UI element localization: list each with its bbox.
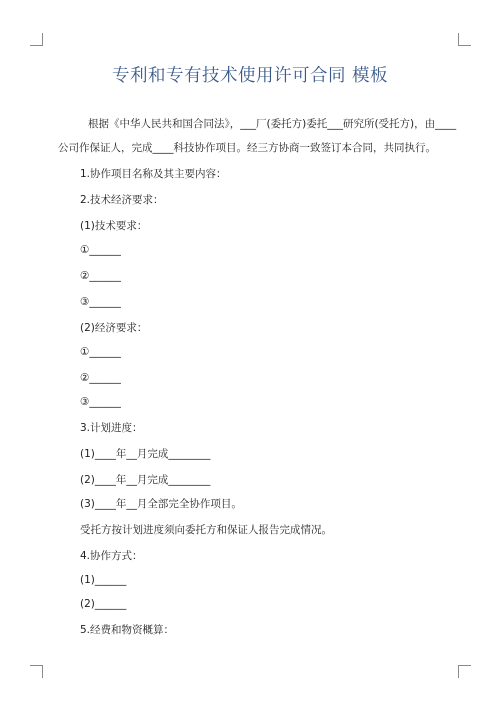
blank-item: ①______	[80, 346, 121, 358]
section-heading: 4.协作方式：	[80, 550, 143, 562]
crop-mark-bottom-left	[30, 665, 43, 678]
blank-item: ③______	[80, 396, 121, 408]
blank-item: (2)______	[80, 598, 127, 610]
blank-item: ②______	[80, 270, 121, 282]
schedule-item: (1)____年__月完成________	[80, 448, 211, 460]
document-title: 专利和专有技术使用许可合同 模板	[111, 66, 389, 86]
subsection-heading: (2)经济要求：	[80, 322, 148, 334]
section-heading: 5.经费和物资概算：	[80, 624, 175, 636]
section-heading: 3.计划进度：	[80, 422, 143, 434]
blank-item: (1)______	[80, 574, 127, 586]
blank-item: ③______	[80, 296, 121, 308]
blank-item: ①______	[80, 244, 121, 256]
section-heading: 1.协作项目名称及其主要内容：	[80, 168, 227, 180]
blank-item: ②______	[80, 372, 121, 384]
subsection-heading: (1)技术要求：	[80, 220, 148, 232]
body-paragraph: 受托方按计划进度须向委托方和保证人报告完成情况。	[80, 524, 332, 536]
crop-mark-top-left	[30, 33, 43, 46]
schedule-item: (2)____年__月完成________	[80, 474, 211, 486]
section-heading: 2.技术经济要求：	[80, 194, 164, 206]
intro-paragraph-line-2: 公司作保证人，完成____科技协作项目。经三方协商一致签订本合同，共同执行。	[58, 142, 436, 154]
intro-paragraph-line-1: 根据《中华人民共和国合同法》，___厂(委托方)委托___研究所(受托方)，由____	[88, 118, 457, 130]
schedule-item: (3)____年__月全部完全协作项目。	[80, 498, 242, 510]
crop-mark-top-right	[458, 33, 471, 46]
crop-mark-bottom-right	[458, 665, 471, 678]
